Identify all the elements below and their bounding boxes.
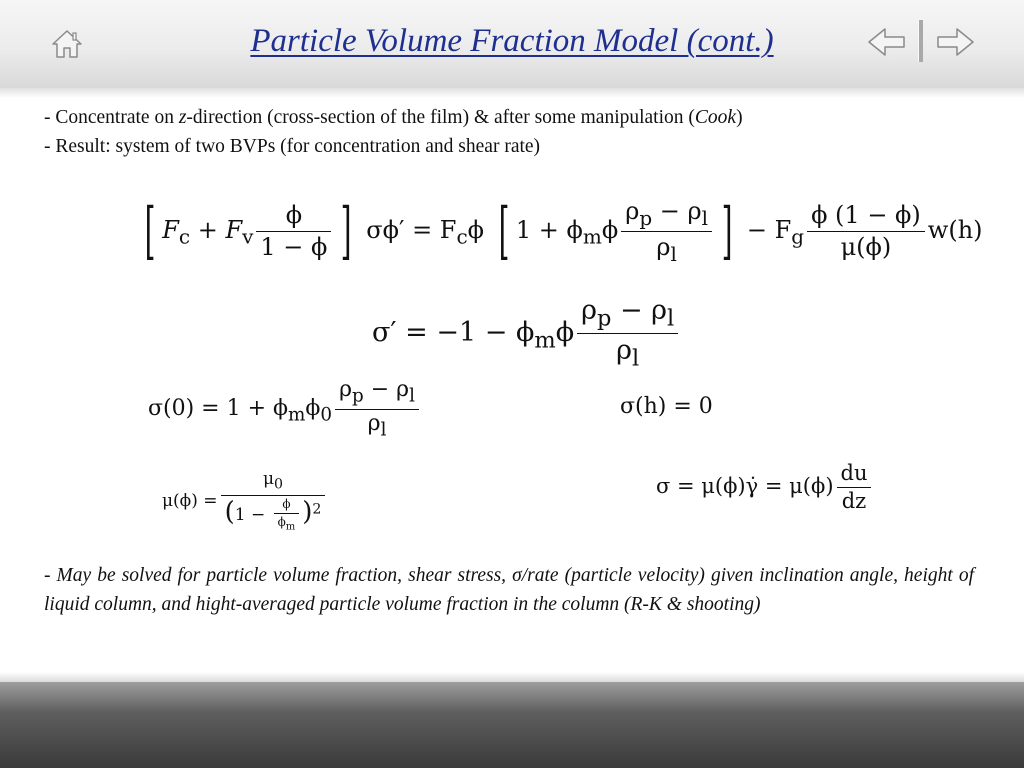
eq1-fc2-sub: c — [456, 224, 468, 249]
arrow-right-icon — [934, 26, 976, 58]
eq1-fv: F — [225, 215, 243, 244]
eq6-frac — [837, 462, 872, 513]
eq1-fc-sub: c — [178, 224, 191, 249]
eq5-inner-num: ϕ — [274, 498, 300, 514]
previous-slide-button[interactable] — [866, 26, 908, 58]
equation-shear-stress — [656, 462, 874, 513]
eq2-frac-num: $\rho_p - \rho_l$ — [577, 296, 678, 334]
equation-boundary-h: σ(h) = 0 — [620, 394, 713, 419]
slide-title: Particle Volume Fraction Model (cont.) — [250, 23, 774, 59]
eq1-sigma-phi: σϕ′ = F — [366, 215, 457, 244]
eq1-frac-mu — [807, 202, 925, 260]
eq6-mid: = μ(ϕ) — [764, 474, 834, 499]
conclusion-text: - May be solved for particle volume fraction, shear stress, σ/rate (particle velocity) given inclination angle, height of liquid column, and hight-averaged particle volume fraction in the column (R-K & shooting) — [44, 565, 974, 615]
bullet-1-suffix: ) — [736, 107, 743, 128]
home-icon — [50, 28, 84, 60]
bracket-left-2: [ — [498, 194, 510, 268]
eq5-inner-phim: ϕ — [277, 515, 286, 530]
eq1-rho-l: ρ — [656, 232, 671, 261]
bullet-line-1 — [44, 104, 743, 132]
bullet-1-z: z — [178, 107, 187, 128]
eq3-frac-num: $\rho_p - \rho_l$ — [335, 378, 419, 410]
home-button[interactable] — [50, 28, 84, 60]
eq5-inner-frac — [274, 498, 300, 533]
eq1-frac-mu-den: μ(ϕ) — [840, 232, 892, 261]
eq1-frac-rho-den: $\rho_l$ — [656, 232, 677, 266]
bracket-left: [ — [144, 194, 156, 268]
eq5-inner-den: $\phi_m$ — [277, 515, 296, 533]
eq1-wh: w(h) — [927, 215, 983, 244]
eq5-exp: 2 — [312, 501, 322, 518]
eq5-mu-sub: 0 — [274, 476, 284, 493]
eq6-du: du — [837, 462, 872, 488]
eq1-rho-p: ρ — [625, 197, 640, 225]
eq2-frac-den: $\rho_l$ — [616, 335, 640, 372]
eq2-frac — [577, 296, 678, 371]
eq3-rho-l: ρ — [367, 410, 381, 436]
bullet-line-2: - Result: system of two BVPs (for concentration and shear rate) — [44, 136, 541, 157]
bullet-1-prefix: - Concentrate on — [44, 107, 179, 128]
header-shadow — [0, 88, 1024, 98]
arrow-left-icon — [866, 26, 908, 58]
equation-boundary-0: $\sigma(0) = 1 + \phi_m\phi_0$ $\frac{\rho_p - \rho_l}{\rho_l}$ — [148, 378, 422, 440]
eq6-dz: dz — [841, 489, 867, 514]
footer-shadow — [0, 672, 1024, 682]
eq6-gamma: γ̇ — [745, 474, 759, 499]
equation-viscosity — [162, 470, 328, 533]
eq1-frac-phi-num: ϕ — [256, 202, 331, 231]
eq1-frac-phi — [256, 202, 331, 260]
eq3-frac — [335, 378, 419, 440]
bullet-1-middle: -direction (cross-section of the film) & after some manipulation ( — [186, 107, 695, 128]
next-slide-button[interactable] — [934, 26, 976, 58]
eq3-lhs: σ(0) = 1 + ϕ — [148, 396, 289, 422]
eq2-rho-l: ρ — [616, 335, 632, 367]
nav-separator — [918, 20, 923, 62]
eq5-mu: μ — [262, 469, 275, 489]
eq2-lhs: σ′ = −1 − ϕ — [372, 317, 535, 349]
eq2-rho-p: ρ — [581, 295, 597, 326]
eq1-fc: F — [162, 215, 179, 244]
slide-footer-bar — [0, 682, 1024, 768]
equation-shear-rate: $\sigma' = -1 - \phi_m\phi$ $\frac{\rho_p - \rho_l}{\rho_l}$ — [372, 296, 681, 371]
eq5-frac — [221, 470, 326, 533]
eq1-frac-mu-num: ϕ (1 − ϕ) — [807, 202, 925, 231]
eq1-frac-rho-num: $\rho_p - \rho_l$ — [621, 198, 712, 232]
eq3-rho-p: ρ — [339, 377, 353, 402]
viscosity-formula-box — [156, 464, 340, 538]
bullet-1-cook: Cook — [694, 107, 737, 128]
eq3-frac-den: $\rho_l$ — [367, 410, 387, 440]
eq1-frac-phi-den: 1 − ϕ — [260, 232, 328, 261]
eq1-frac-rho — [621, 198, 712, 265]
bracket-right: ] — [341, 194, 352, 268]
eq1-fg: − F — [746, 215, 792, 244]
eq6-lhs: σ = μ(ϕ) — [656, 474, 746, 499]
bracket-right-2: ] — [721, 194, 733, 268]
eq1-fv-sub: v — [242, 224, 254, 249]
eq5-frac-den: (1 − $\frac{\phi}{\phi_m}$ )$^2$ — [224, 496, 322, 533]
eq1-phi: ϕ — [467, 215, 485, 244]
eq5-frac-num — [221, 470, 326, 496]
eq5-lhs: μ(ϕ) = — [162, 490, 218, 511]
equation-concentration: [ $F_c + F_v$ $\frac{\phi}{1 - \phi}$ ] $\sigma\phi' = F_c\phi$ [ $1 + \phi_m\phi$ $\frac{\rho_p - \rho_l}{\rho_l}$ ] − $F_g$ $\frac{\phi (1 - \phi)}{\mu(\phi)}$ w(h) — [144, 194, 983, 268]
